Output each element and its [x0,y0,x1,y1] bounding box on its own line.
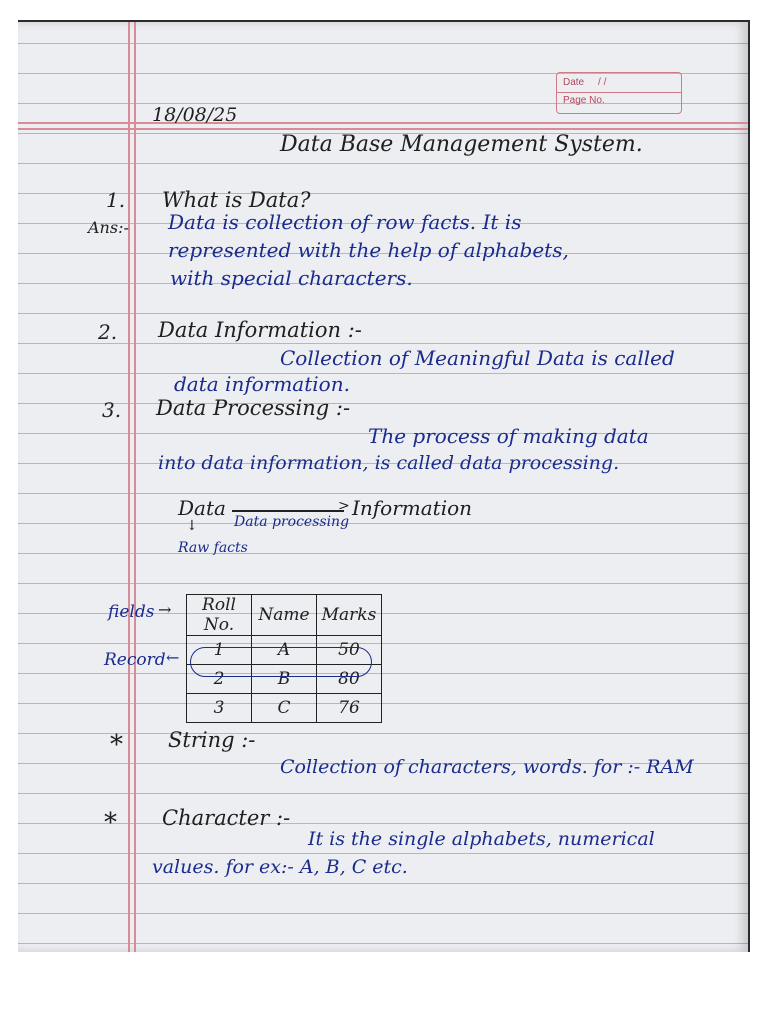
q1-line1: Data is collection of row facts. It is [168,210,522,234]
q1-question: What is Data? [162,188,311,212]
flow-below-label: Raw facts [178,540,248,556]
table-cell: A [252,636,317,665]
q2-line2: data information. [174,372,350,396]
date-text: 18/08/25 [152,104,238,126]
flow-from: Data [178,496,226,520]
notebook-page [18,22,748,952]
q1-number: 1. [106,188,126,212]
q2-number: 2. [98,320,118,344]
flow-arrow [232,510,344,512]
notebook-photo [18,20,750,952]
ans-label: Ans:- [88,218,129,237]
flow-to: Information [352,496,473,520]
q3-number: 3. [102,398,122,422]
table-cell: B [252,665,317,694]
page-title: Data Base Management System. [280,132,643,157]
table-cell: 1 [187,636,252,665]
table-header: Name [252,595,317,636]
character-line1: It is the single alphabets, numerical [308,828,655,850]
fields-arrow-icon: → [158,600,172,619]
date-box [556,72,682,114]
q3-line1: The process of making data [368,424,649,448]
table-header: Marks [317,595,382,636]
table-cell: 50 [317,636,382,665]
record-label: Record [104,650,166,670]
asterisk-icon: * [104,808,117,838]
down-arrow-icon: ↓ [186,518,198,534]
record-highlight-oval [190,647,372,677]
table-cell: C [252,694,317,723]
page-no-label: Page No. [563,95,605,106]
table-header: Roll No. [187,595,252,636]
q1-line3: with special characters. [170,266,413,290]
fields-label: fields [108,602,155,622]
string-heading: String :- [168,728,256,752]
table-cell: 3 [187,694,252,723]
margin-line [128,22,130,952]
record-arrow-icon: ← [166,648,180,667]
asterisk-icon: * [110,730,123,760]
header-line [18,122,748,124]
arrow-head-icon: > [338,498,350,514]
q1-line2: represented with the help of alphabets, [168,238,569,262]
table-cell: 2 [187,665,252,694]
q2-heading: Data Information :- [158,318,362,342]
q3-line2: into data information, is called data processing. [158,452,620,474]
header-line [18,128,748,130]
table-cell: 76 [317,694,382,723]
string-line1: Collection of characters, words. for :- RAM [280,756,694,778]
table-cell: 80 [317,665,382,694]
table-row [187,694,382,723]
q2-line1: Collection of Meaningful Data is called [280,346,675,370]
table-header-row [187,595,382,636]
date-label: Date / / [563,77,607,88]
flow-arrow-label: Data processing [234,514,350,530]
character-heading: Character :- [162,806,291,830]
margin-line [134,22,136,952]
q3-heading: Data Processing :- [156,396,351,420]
character-line2: values. for ex:- A, B, C etc. [152,856,408,878]
